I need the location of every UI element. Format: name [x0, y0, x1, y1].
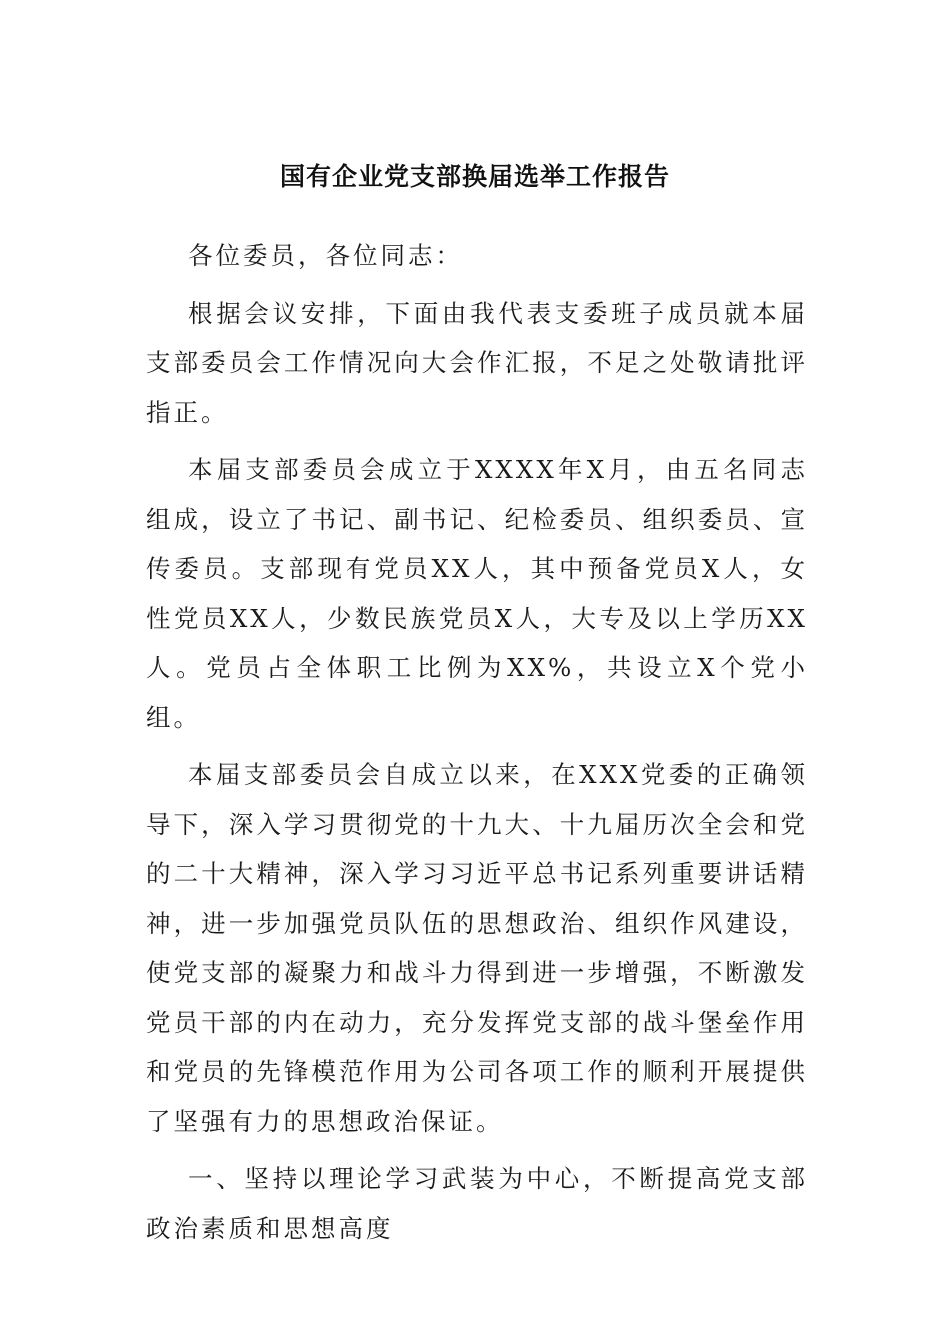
document-title: 国有企业党支部换届选举工作报告	[279, 162, 670, 191]
committee-info-paragraph: 本届支部委员会成立于XXXX年X月，由五名同志组成，设立了书记、副书记、纪检委员、组织委员、宣传委员。支部现有党员XX人，其中预备党员X人，女性党员XX人，少数民族党员X人，大专及以上学历XX人。党员占全体职工比例为XX%，共设立X个党小组。	[146, 455, 808, 732]
work-summary-paragraph: 本届支部委员会自成立以来，在XXX党委的正确领导下，深入学习贯彻党的十九大、十九届历次全会和党的二十大精神，深入学习习近平总书记系列重要讲话精神，进一步加强党员队伍的思想政治、组织作风建设，使党支部的凝聚力和战斗力得到进一步增强，不断激发党员干部的内在动力，充分发挥党支部的战斗堡垒作用和党员的先锋模范作用为公司各项工作的顺利开展提供了坚强有力的思想政治保证。	[146, 760, 808, 1136]
intro-paragraph: 根据会议安排，下面由我代表支委班子成员就本届支部委员会工作情况向大会作汇报，不足之处敬请批评指正。	[146, 298, 808, 427]
section-heading-1: 一、坚持以理论学习武装为中心，不断提高党支部政治素质和思想高度	[146, 1164, 808, 1243]
document-body	[146, 231, 808, 1261]
salutation-paragraph: 各位委员，各位同志：	[188, 241, 463, 270]
